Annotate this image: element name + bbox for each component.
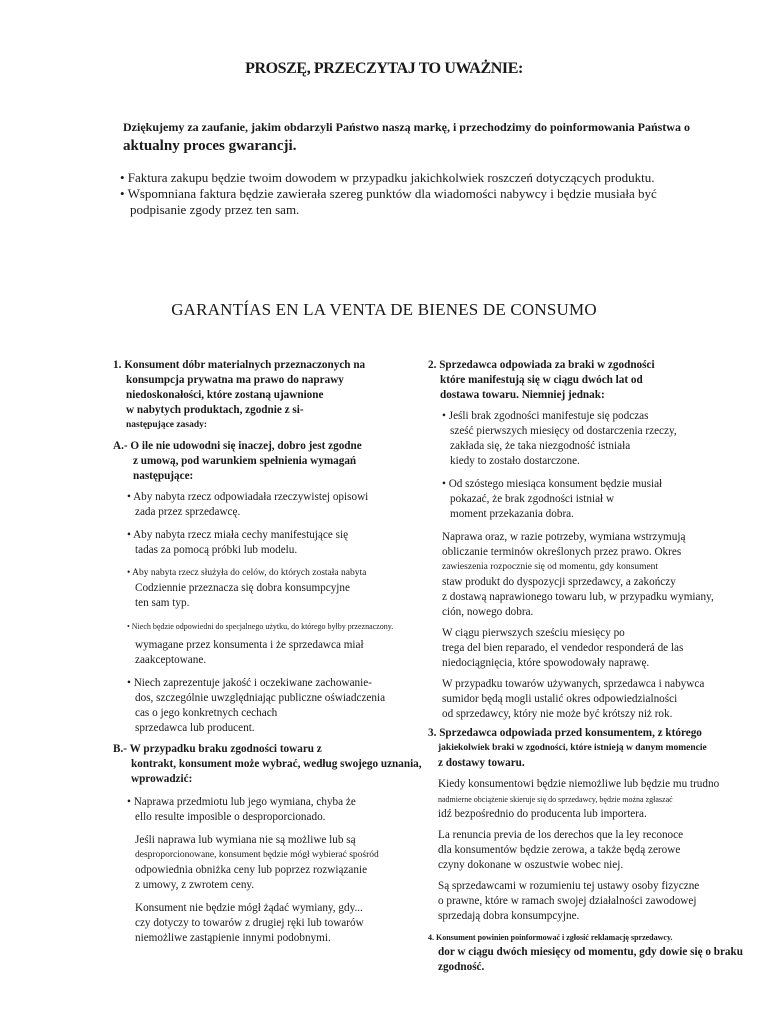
paragraph-line: następujące zasady:	[126, 420, 208, 430]
list-item-cont: Codziennie przeznacza się dobra konsumpcyjne	[135, 582, 350, 594]
list-item-cont: pokazać, że brak zgodności istniał w	[450, 493, 615, 505]
list-item: • Od szóstego miesiąca konsument będzie musiał	[442, 478, 663, 490]
list-item: • Naprawa przedmiotu lub jego wymiana, chyba że	[127, 796, 356, 808]
list-item-cont: kiedy to zostało dostarczone.	[450, 455, 580, 467]
paragraph-line: czy dotyczy to towarów z drugiej ręki lub towarów	[135, 917, 364, 929]
list-item: • Niech będzie odpowiedni do specjalnego użytku, do którego byłby przeznaczony.	[127, 622, 394, 631]
paragraph-line: o prawne, które w ramach swojej działalności zawodowej	[438, 895, 697, 907]
list-item-cont: cas o jego konkretnych cechach	[135, 707, 278, 719]
list-item-cont: ello resulte imposible o desproporcionado.	[135, 811, 326, 823]
paragraph-line: obliczanie terminów określonych przez prawo. Okres	[442, 546, 682, 558]
paragraph-line: 3. Sprzedawca odpowiada przed konsumentem, z którego	[428, 727, 702, 739]
paragraph-line: Jeśli naprawa lub wymiana nie są możliwe lub są	[135, 834, 356, 846]
paragraph-line: 1. Konsument dóbr materialnych przeznaczonych na	[113, 359, 366, 371]
paragraph-line: idź bezpośrednio do producenta lub importera.	[438, 808, 647, 820]
paragraph-line: niedociągnięcia, które spowodowały naprawę.	[442, 657, 650, 669]
paragraph-line: dla konsumentów będzie zerowa, a także będą zerowe	[438, 844, 681, 856]
paragraph-line: nadmierne obciążenie skieruje się do sprzedawcy, będzie można zgłaszać	[438, 795, 673, 804]
paragraph-line: zgodność.	[438, 961, 485, 973]
paragraph-line: La renuncia previa de los derechos que la ley reconoce	[438, 829, 684, 841]
paragraph-line: niedoskonałości, które zostaną ujawnione	[126, 389, 324, 401]
paragraph-line: wprowadzić:	[131, 773, 193, 785]
intro-bullet: • Faktura zakupu będzie twoim dowodem w przypadku jakichkolwiek roszczeń dotyczących produktu.	[120, 170, 655, 185]
list-item: • Aby nabyta rzecz odpowiadała rzeczywistej opisowi	[127, 491, 369, 503]
list-item-cont: tadas za pomocą próbki lub modelu.	[135, 544, 298, 556]
list-item: • Niech zaprezentuje jakość i oczekiwane zachowanie-	[127, 677, 372, 689]
paragraph-line: 4. Konsument powinien poinformować i zgłosić reklamację sprzedawcy.	[428, 933, 673, 942]
paragraph-line: sprzedają dobra konsumpcyjne.	[438, 910, 580, 922]
list-item-cont: moment przekazania dobra.	[450, 508, 574, 520]
paragraph-line: Konsument nie będzie mógł żądać wymiany, gdy...	[135, 902, 363, 914]
paragraph-line: odpowiednia obniżka ceny lub poprzez rozwiązanie	[135, 864, 368, 876]
list-item-cont: wymagane przez konsumenta i że sprzedawca miał	[135, 639, 364, 651]
paragraph-line: 2. Sprzedawca odpowiada za braki w zgodności	[428, 359, 655, 371]
section-title: GARANTÍAS EN LA VENTA DE BIENES DE CONSUMO	[171, 300, 597, 319]
list-item: • Jeśli brak zgodności manifestuje się podczas	[442, 410, 649, 422]
paragraph-line: które manifestują się w ciągu dwóch lat od	[440, 374, 643, 386]
paragraph-line: kontrakt, konsument może wybrać, według swojego uznania,	[131, 758, 422, 770]
paragraph-line: z umową, pod warunkiem spełnienia wymagań	[133, 455, 357, 467]
paragraph-line: ción, nowego dobra.	[442, 606, 534, 618]
intro-bullet-cont: podpisanie zgody przez ten sam.	[130, 202, 300, 217]
list-item-cont: sprzedawca lub producent.	[135, 722, 255, 734]
paragraph-line: z umowy, z zwrotem ceny.	[135, 879, 255, 891]
paragraph-line: czyny dokonane w oszustwie wobec niej.	[438, 859, 624, 871]
list-item-cont: dos, szczególnie uwzględniając publiczne oświadczenia	[135, 692, 386, 704]
paragraph-line: zawieszenia rozpocznie się od momentu, gdy konsument	[442, 562, 659, 572]
list-item-cont: zakłada się, że taka niezgodność istniała	[450, 440, 631, 452]
process-heading: aktualny proces gwarancji.	[123, 138, 297, 154]
list-item: • Aby nabyta rzecz służyła do celów, do których została nabyta	[127, 568, 367, 578]
intro-bullet: • Wspomniana faktura będzie zawierała szereg punktów dla wiadomości nabywcy i będzie musiała być	[120, 186, 657, 201]
page-title: PROSZĘ, PRZECZYTAJ TO UWAŻNIE:	[245, 60, 523, 77]
paragraph-line: jakiekolwiek braki w zgodności, które istnieją w danym momencie	[438, 743, 707, 753]
right-column	[428, 358, 764, 975]
paragraph-line: W przypadku towarów używanych, sprzedawca i nabywca	[442, 678, 705, 690]
paragraph-line: desproporcionowane, konsument będzie mógł wybierać spośród	[135, 850, 379, 860]
paragraph-line: Kiedy konsumentowi będzie niemożliwe lub będzie mu trudno	[438, 778, 720, 790]
left-column	[113, 358, 422, 946]
paragraph-line: niemożliwe zastąpienie innymi podobnymi.	[135, 932, 331, 944]
paragraph-line: B.- W przypadku braku zgodności towaru z	[113, 743, 322, 755]
list-item-cont: zaakceptowane.	[135, 654, 207, 666]
paragraph-line: A.- O ile nie udowodni się inaczej, dobro jest zgodne	[113, 440, 362, 452]
paragraph-line: trega del bien reparado, el vendedor responderá de las	[442, 642, 684, 654]
paragraph-line: staw produkt do dyspozycji sprzedawcy, a zakończy	[442, 576, 676, 588]
intro-bullets	[120, 170, 740, 218]
list-item-cont: sześć pierwszych miesięcy od dostarczenia rzeczy,	[450, 425, 677, 437]
paragraph-line: sumidor będą mogli ustalić okres odpowiedzialności	[442, 693, 678, 705]
paragraph-line: Naprawa oraz, w razie potrzeby, wymiana wstrzymują	[442, 531, 686, 543]
paragraph-line: w nabytych produktach, zgodnie z si-	[126, 404, 304, 416]
paragraph-line: dor w ciągu dwóch miesięcy od momentu, gdy dowie się o braku	[438, 946, 743, 958]
list-item-cont: ten sam typ.	[135, 597, 190, 609]
thanks-text: Dziękujemy za zaufanie, jakim obdarzyli Państwo naszą markę, i przechodzimy do poinformowania Państwa o	[123, 120, 690, 134]
paragraph-line: z dostawy towaru.	[438, 757, 525, 769]
paragraph-line: W ciągu pierwszych sześciu miesięcy po	[442, 627, 625, 639]
paragraph-line: z dostawą naprawionego towaru lub, w przypadku wymiany,	[442, 591, 714, 603]
paragraph-line: od sprzedawcy, który nie może być krótszy niż rok.	[442, 708, 673, 720]
list-item-cont: zada przez sprzedawcę.	[135, 506, 241, 518]
paragraph-line: konsumpcja prywatna ma prawo do naprawy	[126, 374, 344, 386]
paragraph-line: następujące:	[133, 470, 194, 482]
list-item: • Aby nabyta rzecz miała cechy manifestujące się	[127, 529, 349, 541]
paragraph-line: dostawa towaru. Niemniej jednak:	[440, 389, 605, 401]
paragraph-line: Są sprzedawcami w rozumieniu tej ustawy osoby fizyczne	[438, 880, 700, 892]
